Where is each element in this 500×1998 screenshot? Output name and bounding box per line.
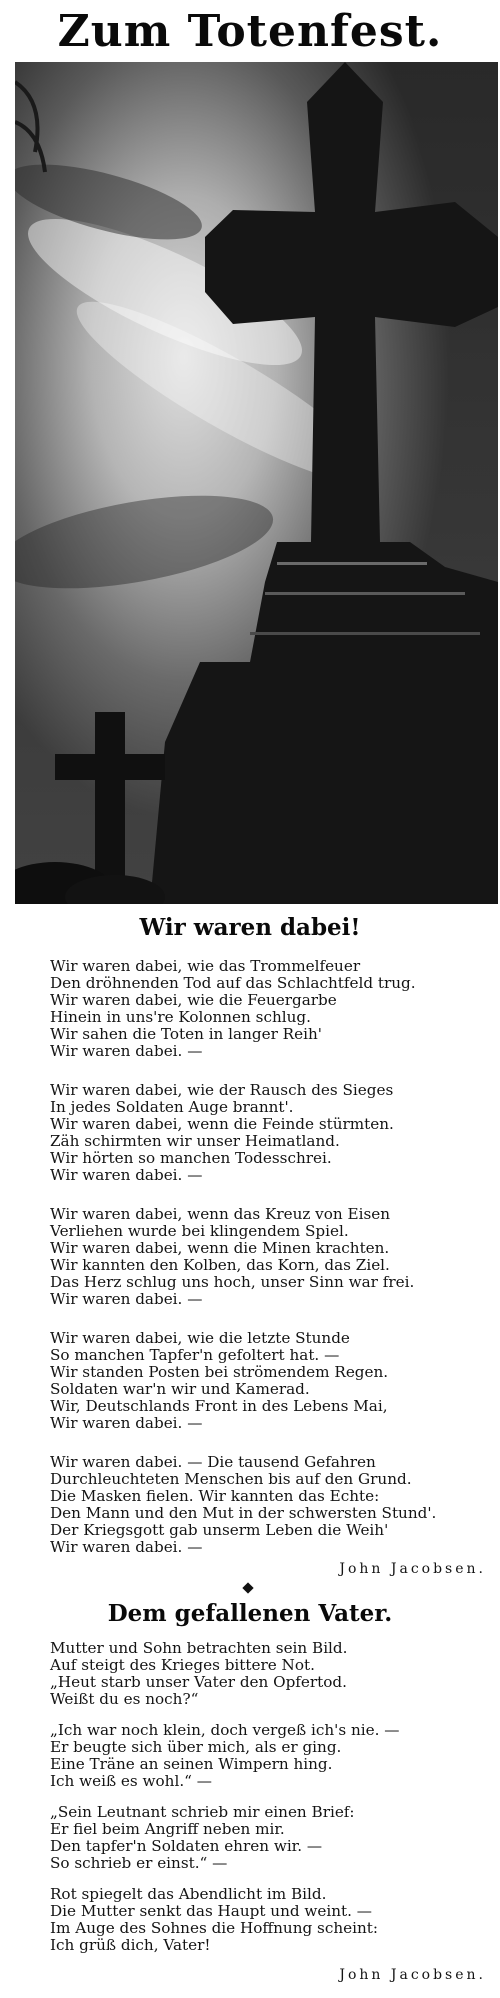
poem-line: Er beugte sich über mich, als er ging. xyxy=(50,1738,342,1756)
poem-line: In jedes Soldaten Auge brannt'. xyxy=(50,1098,294,1116)
poem-line: Den Mann und den Mut in der schwersten Stund'. xyxy=(50,1504,437,1522)
poem1-stanza-5 xyxy=(50,1454,490,1556)
poem1-stanza-2 xyxy=(50,1082,490,1184)
poem-title-wir-waren-dabei: Wir waren dabei! xyxy=(139,914,361,941)
poem-line: Die Masken fielen. Wir kannten das Echte: xyxy=(50,1487,380,1505)
poem-line: Ich grüß dich, Vater! xyxy=(50,1936,211,1954)
poem-line: Wir waren dabei. — xyxy=(50,1042,203,1060)
poem-line: Wir waren dabei. — Die tausend Gefahren xyxy=(50,1453,376,1471)
poem2-stanza-4 xyxy=(50,1886,490,1954)
poem-line: Wir waren dabei, wie das Trommelfeuer xyxy=(50,957,361,975)
poem-line: Wir kannten den Kolben, das Korn, das Ziel. xyxy=(50,1256,390,1274)
poem-line: Wir waren dabei. — xyxy=(50,1166,203,1184)
poem-line: Soldaten war'n wir und Kamerad. xyxy=(50,1380,310,1398)
poem2-stanza-1 xyxy=(50,1640,490,1708)
poem-line: Mutter und Sohn betrachten sein Bild. xyxy=(50,1639,348,1657)
poem-line: Der Kriegsgott gab unserm Leben die Weih' xyxy=(50,1521,389,1539)
poem1-stanza-3 xyxy=(50,1206,490,1308)
poem2-stanza-2 xyxy=(50,1722,490,1790)
poem-title-dem-gefallenen-vater: Dem gefallenen Vater. xyxy=(107,1600,393,1627)
poem1-stanza-1 xyxy=(50,958,490,1060)
poem-line: „Ich war noch klein, doch vergeß ich's nie. — xyxy=(50,1721,400,1739)
poem1-author: John Jacobsen. xyxy=(339,1561,486,1577)
poem-line: Wir sahen die Toten in langer Reih' xyxy=(50,1025,322,1043)
poem-line: Wir waren dabei, wie der Rausch des Sieges xyxy=(50,1081,394,1099)
poem2-author: John Jacobsen. xyxy=(339,1967,486,1983)
poem-line: Den dröhnenden Tod auf das Schlachtfeld trug. xyxy=(50,974,416,992)
section-separator xyxy=(242,1582,253,1593)
cross-illustration xyxy=(15,62,498,904)
poem-line: So manchen Tapfer'n gefoltert hat. — xyxy=(50,1346,340,1364)
poem-line: So schrieb er einst.“ — xyxy=(50,1854,228,1872)
poem-line: Den tapfer'n Soldaten ehren wir. — xyxy=(50,1837,323,1855)
poem-line: Die Mutter senkt das Haupt und weint. — xyxy=(50,1902,372,1920)
poem-line: Er fiel beim Angriff neben mir. xyxy=(50,1820,285,1838)
poem-line: Wir waren dabei, wenn die Minen krachten. xyxy=(50,1239,390,1257)
poem-line: „Sein Leutnant schrieb mir einen Brief: xyxy=(50,1803,355,1821)
poem-line: Das Herz schlug uns hoch, unser Sinn war frei. xyxy=(50,1273,415,1291)
poem-line: Verliehen wurde bei klingendem Spiel. xyxy=(50,1222,349,1240)
poem-line: Im Auge des Sohnes die Hoffnung scheint: xyxy=(50,1919,378,1937)
poem-line: Wir waren dabei, wenn die Feinde stürmten. xyxy=(50,1115,394,1133)
poem-line: Wir waren dabei. — xyxy=(50,1290,203,1308)
poem-line: Wir waren dabei, wenn das Kreuz von Eisen xyxy=(50,1205,391,1223)
poem-line: Wir waren dabei. — xyxy=(50,1414,203,1432)
poem-line: Wir hörten so manchen Todesschrei. xyxy=(50,1149,332,1167)
poem-line: Wir waren dabei, wie die letzte Stunde xyxy=(50,1329,350,1347)
cemetery-cross-photo xyxy=(15,62,498,904)
poem-line: Rot spiegelt das Abendlicht im Bild. xyxy=(50,1885,327,1903)
poem-line: Hinein in uns're Kolonnen schlug. xyxy=(50,1008,311,1026)
poem-line: Wir waren dabei. — xyxy=(50,1538,203,1556)
poem-line: Wir, Deutschlands Front in des Lebens Mai, xyxy=(50,1397,388,1415)
poem-line: Ich weiß es wohl.“ — xyxy=(50,1772,212,1790)
poem-line: Zäh schirmten wir unser Heimatland. xyxy=(50,1132,340,1150)
poem-line: „Heut starb unser Vater den Opfertod. xyxy=(50,1673,347,1691)
page-title: Zum Totenfest. xyxy=(57,6,443,57)
poem-line: Auf steigt des Krieges bittere Not. xyxy=(50,1656,315,1674)
poem-line: Eine Träne an seinen Wimpern hing. xyxy=(50,1755,333,1773)
poem-line: Durchleuchteten Menschen bis auf den Grund. xyxy=(50,1470,412,1488)
poem-line: Wir standen Posten bei strömendem Regen. xyxy=(50,1363,389,1381)
poem2-stanza-3 xyxy=(50,1804,490,1872)
poem1-stanza-4 xyxy=(50,1330,490,1432)
poem-line: Wir waren dabei, wie die Feuergarbe xyxy=(50,991,337,1009)
poem-line: Weißt du es noch?“ xyxy=(50,1690,199,1708)
